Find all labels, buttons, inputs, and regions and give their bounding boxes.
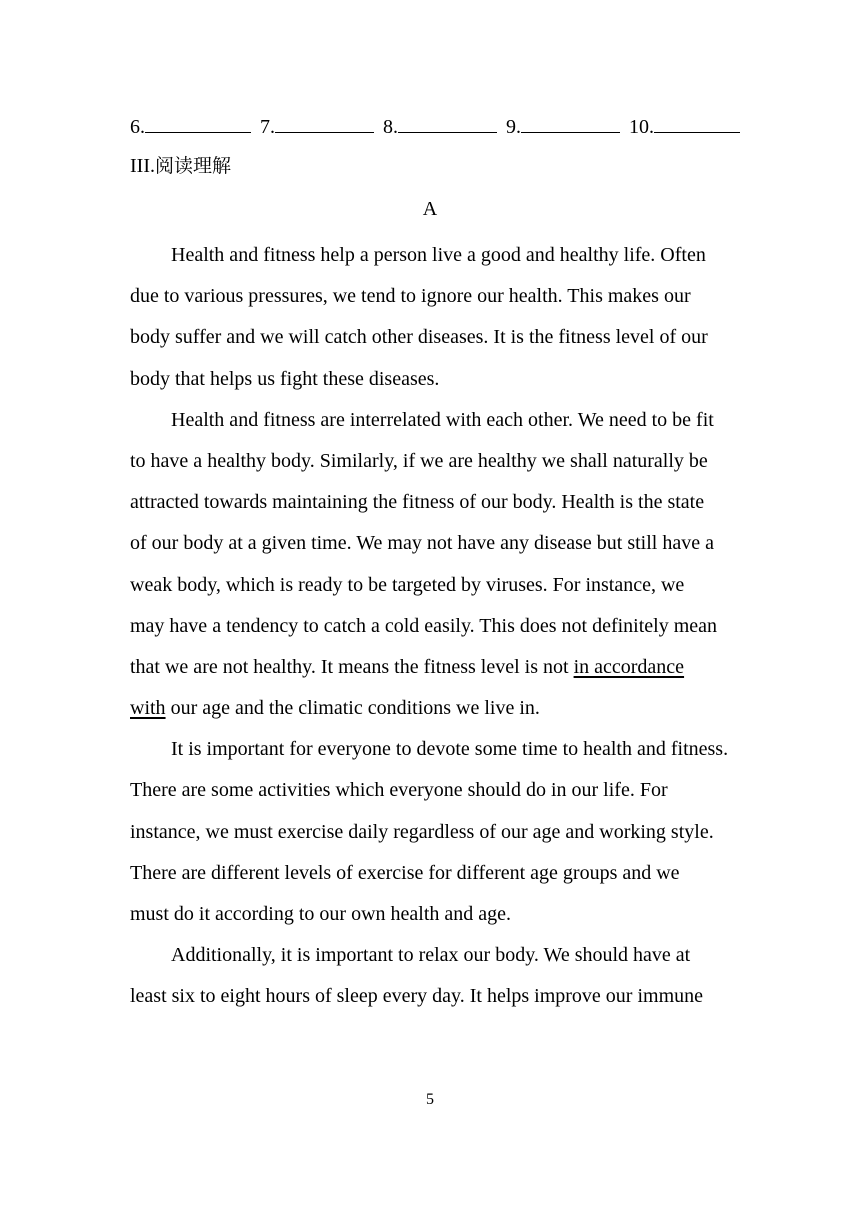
passage-line — [130, 565, 742, 606]
line-text: may have a tendency to catch a cold easily. This does not definitely mean — [130, 614, 718, 637]
passage-line — [130, 276, 742, 317]
answer-blank-9 — [506, 116, 624, 138]
section-title: 阅读理解 — [154, 155, 231, 177]
blank-label: 7. — [260, 116, 275, 138]
passage-line — [130, 935, 742, 976]
passage-body — [130, 235, 742, 1018]
passage-title: A — [422, 198, 438, 220]
line-text: Additionally, it is important to relax our body. We should have at — [171, 944, 691, 967]
answer-blanks-row — [130, 112, 744, 142]
line-text: least six to eight hours of sleep every day. It helps improve our immune — [130, 985, 704, 1008]
passage-line — [130, 853, 742, 894]
passage-line — [130, 688, 742, 729]
section-numeral: III. — [130, 155, 155, 177]
line-text: of our body at a given time. We may not have any disease but still have a — [130, 532, 714, 555]
passage-line — [130, 235, 742, 276]
line-text: body that helps us fight these diseases. — [130, 367, 440, 390]
answer-blank-10 — [629, 116, 744, 138]
passage-line — [130, 317, 742, 358]
line-text: that we are not healthy. It means the fitness level is not — [130, 655, 574, 678]
passage-line — [130, 606, 742, 647]
blank-label: 10. — [629, 116, 654, 138]
blank-line — [398, 114, 497, 133]
line-text: attracted towards maintaining the fitness of our body. Health is the state — [130, 491, 705, 514]
passage-line — [130, 729, 742, 770]
line-text: due to various pressures, we tend to ignore our health. This makes our — [130, 285, 691, 308]
line-text: weak body, which is ready to be targeted by viruses. For instance, we — [130, 573, 685, 596]
passage-line — [130, 359, 742, 400]
blank-label: 8. — [383, 116, 398, 138]
blank-line — [275, 114, 374, 133]
passage-line — [130, 482, 742, 523]
line-text: must do it according to our own health and age. — [130, 903, 512, 925]
passage-line — [130, 523, 742, 564]
line-text: There are different levels of exercise for different age groups and we — [130, 861, 680, 884]
underlined-phrase: in accordance — [573, 655, 685, 678]
blank-label: 9. — [506, 116, 521, 138]
answer-blank-8 — [383, 116, 501, 138]
section-heading — [130, 151, 231, 181]
passage-line — [130, 976, 742, 1017]
answer-blank-7 — [260, 116, 378, 138]
passage-line — [130, 441, 742, 482]
line-text: to have a healthy body. Similarly, if we are healthy we shall naturally be — [130, 449, 708, 472]
passage-line — [130, 770, 742, 811]
blank-label: 6. — [130, 116, 145, 138]
blank-line — [145, 114, 251, 133]
line-text: our age and the climatic conditions we live in. — [165, 697, 540, 720]
passage-line — [130, 400, 742, 441]
passage-line — [130, 647, 742, 688]
blank-line — [521, 114, 620, 133]
passage-line — [130, 894, 742, 935]
line-text: body suffer and we will catch other diseases. It is the fitness level of our — [130, 326, 708, 349]
line-text: It is important for everyone to devote some time to health and fitness. — [171, 738, 729, 761]
answer-blank-6 — [130, 116, 255, 138]
page-number: 5 — [426, 1091, 434, 1108]
line-text: instance, we must exercise daily regardless of our age and working style. — [130, 820, 714, 843]
blank-line — [654, 114, 740, 133]
line-text: Health and fitness help a person live a good and healthy life. Often — [171, 244, 706, 266]
line-text: There are some activities which everyone should do in our life. For — [130, 779, 668, 802]
line-text: Health and fitness are interrelated with each other. We need to be fit — [171, 408, 714, 431]
passage-line — [130, 812, 742, 853]
underlined-phrase: with — [130, 697, 166, 720]
